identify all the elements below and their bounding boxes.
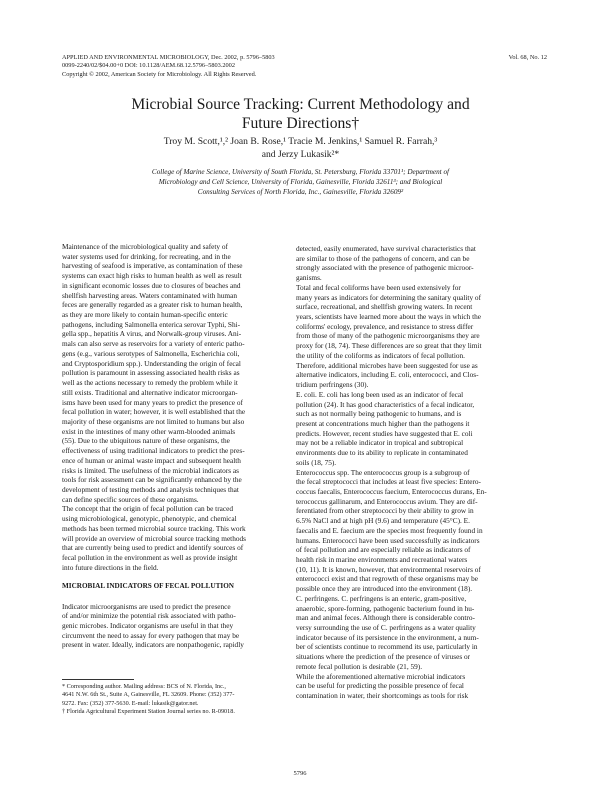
text-line: ganisms.: [296, 273, 322, 283]
article-title: [62, 95, 539, 133]
text-line: pathogens, including Salmonella enterica serovar Typhi, Shi-: [62, 319, 241, 329]
affiliation-line: College of Marine Science, University of South Florida, St. Petersburg, Florida 33701¹; Department of: [151, 168, 450, 176]
text-line: remote fecal pollution is desirable (21, 59).: [296, 661, 423, 671]
text-line: can define specific sources of these organisms.: [62, 494, 199, 504]
left-column: [62, 242, 303, 650]
text-line: pollution is paramount in assessing associated health risks as: [62, 368, 240, 378]
text-line: effectiveness of using traditional indicators to predict the pres-: [62, 446, 245, 456]
text-line: can be useful for predicting the possible presence of fecal: [296, 681, 464, 691]
text-line: Indicator microorganisms are used to predict the presence: [62, 601, 231, 611]
text-line: that are currently being used to predict and identify sources of: [62, 543, 244, 553]
text-line: systems can exact high risks to human health as well as result: [62, 271, 242, 281]
text-line: indicator because of its persistence in the environment, a num-: [296, 632, 479, 642]
text-line: proxy for (18, 74). These differences are so great that they limit: [296, 341, 482, 351]
text-line: detected, easily enumerated, have survival characteristics that: [296, 244, 476, 253]
intro-text: [62, 242, 303, 572]
text-line: humans. Enterococci have been used successfully as indicators: [296, 535, 480, 545]
text-line: as they are more likely to contain human-specific enteric: [62, 310, 228, 320]
right-column: [296, 244, 537, 701]
footnote-line: † Florida Agricultural Experiment Station Journal series no. R-09018.: [62, 708, 235, 716]
text-line: will provide an overview of microbial source tracking methods: [62, 533, 246, 543]
text-line: using microbiological, genotypic, phenotypic, and chemical: [62, 514, 237, 524]
text-line: present in water. Ideally, indicators are nonpathogenic, rapidly: [62, 640, 244, 650]
text-line: faecalis and E. faecium are the species most frequently found in: [296, 525, 483, 535]
text-line: feces are generally regarded as a greater risk to human health,: [62, 300, 243, 310]
text-line: ferentiated from other streptococci by their ability to grow in: [296, 506, 474, 516]
text-line: Enterococcus spp. The enterococcus group is a subgroup of: [296, 467, 470, 477]
text-line: (10, 11). It is known, however, that environmental reservoirs of: [296, 564, 481, 574]
text-line: isms have been used for many years to predict the presence of: [62, 397, 243, 407]
text-line: years, scientists have learned more about the ways in which the: [296, 312, 481, 322]
text-line: strongly associated with the presence of pathogenic microor-: [296, 263, 474, 273]
text-line: possible once they are introduced into the environment (18).: [296, 584, 473, 594]
text-line: While the aforementioned alternative microbial indicators: [296, 671, 466, 681]
section-heading: MICROBIAL INDICATORS OF FECAL POLLUTION: [62, 582, 234, 591]
text-line: and Cryptosporidium spp.). Understanding the origin of fecal: [62, 358, 241, 368]
text-line: coccus faecalis, Enterococcus faecium, Enterococcus durans, En-: [296, 486, 487, 496]
text-line: (55). Due to the ubiquitous nature of these organisms, the: [62, 436, 230, 446]
text-line: alternative indicators, including E. coli, enterococci, and Clos-: [296, 370, 479, 380]
text-line: well as the actions necessary to remedy the problem while it: [62, 378, 238, 388]
affiliation-line: Consulting Services of North Florida, Inc., Gainesville, Florida 32609²: [197, 188, 404, 197]
text-line: the fecal streptococci that includes at least five species: Entero-: [296, 477, 481, 487]
copyright-notice: Copyright © 2002, American Society for Microbiology. All Rights Reserved.: [62, 70, 257, 78]
text-line: C. perfringens. C. perfringens is an enteric, gram-positive,: [296, 593, 467, 603]
text-line: are similar to those of the pathogens of concern, and can be: [296, 253, 470, 263]
text-line: fecal pollution in water; however, it is well established that the: [62, 407, 246, 417]
text-line: still exists. Traditional and alternative indicator microorgan-: [62, 387, 238, 397]
text-line: fecal pollution in the environment as well as provide insight: [62, 553, 238, 562]
text-line: may not be a reliable indicator in tropical and subtropical: [296, 438, 464, 448]
text-line: development of testing methods and analysis techniques that: [62, 484, 239, 494]
affiliation-line: Microbiology and Cell Science, University of Florida, Gainesville, Florida 32611³; and Biological: [158, 178, 443, 187]
author-line: and Jerzy Lukasik²*: [261, 148, 340, 160]
footnotes: [62, 683, 235, 717]
text-line: contamination in water, their shortcomings as tools for risk: [296, 691, 469, 701]
journal-header: [62, 54, 275, 79]
text-line: risks is limited. The usefulness of the microbial indicators as: [62, 465, 239, 475]
text-line: in significant economic losses due to closures of beaches and: [62, 280, 241, 290]
text-line: health risk in marine environments and recreational waters: [296, 555, 468, 564]
footnote-line: * Corresponding author. Mailing address: BCS of N. Florida, Inc.,: [62, 683, 226, 690]
text-line: man and animal feces. Although there is considerable contro-: [296, 613, 475, 623]
text-line: such as not normally being pathogenic to humans, and is: [296, 409, 462, 419]
author-list: [62, 136, 539, 161]
text-line: ence of human or animal waste impact and subsequent health: [62, 455, 241, 465]
footnote-line: 9272. Fax: (352) 377-5630. E-mail: lukasik@gator.net.: [62, 699, 199, 707]
text-line: of fecal pollution and are especially reliable as indicators of: [296, 545, 471, 555]
text-line: enterococci exist and that regrowth of these organisms may be: [296, 574, 479, 584]
text-line: tools for risk assessment can be significantly enhanced by the: [62, 475, 242, 485]
text-line: coliforms' ecology, prevalence, and resistance to stress differ: [296, 321, 474, 331]
affiliations: [62, 167, 539, 198]
text-line: from those of many of the pathogenic microorganisms they are: [296, 331, 480, 341]
text-line: versy surrounding the use of C. perfringens as a water quality: [296, 623, 476, 633]
text-line: surface, recreational, and shellfish growing waters. In recent: [296, 302, 473, 312]
text-line: mals can also serve as reservoirs for a variety of enteric patho-: [62, 339, 245, 349]
text-line: present at concentrations much higher than the pathogens it: [296, 418, 470, 428]
text-line: terococcus gallinarum, and Enterococcus avium. They are dif-: [296, 496, 478, 506]
footnote-divider: [62, 679, 134, 680]
text-line: 6.5% NaCl and at high pH (9.6) and temperature (45°C). E.: [296, 516, 470, 526]
page-number: 5796: [293, 770, 307, 777]
text-line: many years as indicators for determining the sanitary quality of: [296, 292, 482, 302]
footnote-line: 4641 N.W. 6th St., Suite A, Gainesville, FL 32609. Phone: (352) 377-: [62, 691, 235, 699]
text-line: exist in the intestines of many other warm-blooded animals: [62, 426, 236, 436]
text-line: Total and fecal coliforms have been used extensively for: [296, 282, 461, 292]
text-line: pollution (24). It has good characteristics of a fecal indicator,: [296, 399, 475, 409]
text-line: majority of these organisms are not limited to humans but also: [62, 416, 245, 426]
text-line: the utility of the coliforms as indicators of fecal pollution.: [296, 350, 466, 360]
text-line: into future directions in the field.: [62, 562, 159, 572]
text-line: E. coli. E. coli has long been used as an indicator of fecal: [296, 389, 464, 399]
text-line: of and/or minimize the potential risk associated with patho-: [62, 611, 236, 621]
text-line: environments due to its ability to replicate in contaminated: [296, 448, 468, 458]
text-line: water systems used for drinking, for recreating, and in the: [62, 251, 231, 261]
text-line: soils (18, 75).: [296, 457, 337, 467]
text-line: predicts. However, recent studies have suggested that E. coli: [296, 428, 473, 438]
volume-issue: Vol. 68, No. 12: [508, 54, 547, 61]
text-line: circumvent the need to assay for every pathogen that may be: [62, 630, 240, 640]
text-line: Maintenance of the microbiological quality and safety of: [62, 242, 228, 251]
author-line: Troy M. Scott,¹,² Joan B. Rose,¹ Tracie M. Jenkins,¹ Samuel R. Farrah,³: [163, 136, 438, 147]
text-line: gella spp., hepatitis A virus, and Norwalk-group viruses. Ani-: [62, 329, 242, 339]
text-line: methods has been termed microbial source tracking. This work: [62, 523, 246, 533]
text-line: situations where the prediction of the presence of viruses or: [296, 652, 471, 662]
text-line: gens (e.g., various serotypes of Salmonella, Escherichia coli,: [62, 348, 240, 358]
text-line: ber of scientists continue to recommend its use, particularly in: [296, 642, 478, 652]
text-line: tridium perfringens (30).: [296, 380, 369, 390]
text-line: genic microbes. Indicator organisms are useful in that they: [62, 620, 234, 630]
text-line: The concept that the origin of fecal pollution can be traced: [62, 504, 233, 514]
text-line: Therefore, additional microbes have been suggested for use as: [296, 360, 478, 370]
issn-doi: 0099-2240/02/$04.00+0 DOI: 10.1128/AEM.68.12.5796–5803.2002: [62, 62, 235, 70]
section-text: [62, 602, 303, 651]
title-line: Future Directions†: [241, 115, 360, 132]
journal-citation: APPLIED AND ENVIRONMENTAL MICROBIOLOGY, Dec. 2002, p. 5796–5803: [62, 54, 275, 61]
text-line: shellfish harvesting areas. Waters contaminated with human: [62, 290, 237, 300]
text-line: anaerobic, spore-forming, pathogenic bacterium found in hu-: [296, 603, 475, 613]
text-line: harvesting of seafood is imperative, as contamination of these: [62, 261, 243, 271]
title-line: Microbial Source Tracking: Current Methodology and: [131, 96, 470, 113]
